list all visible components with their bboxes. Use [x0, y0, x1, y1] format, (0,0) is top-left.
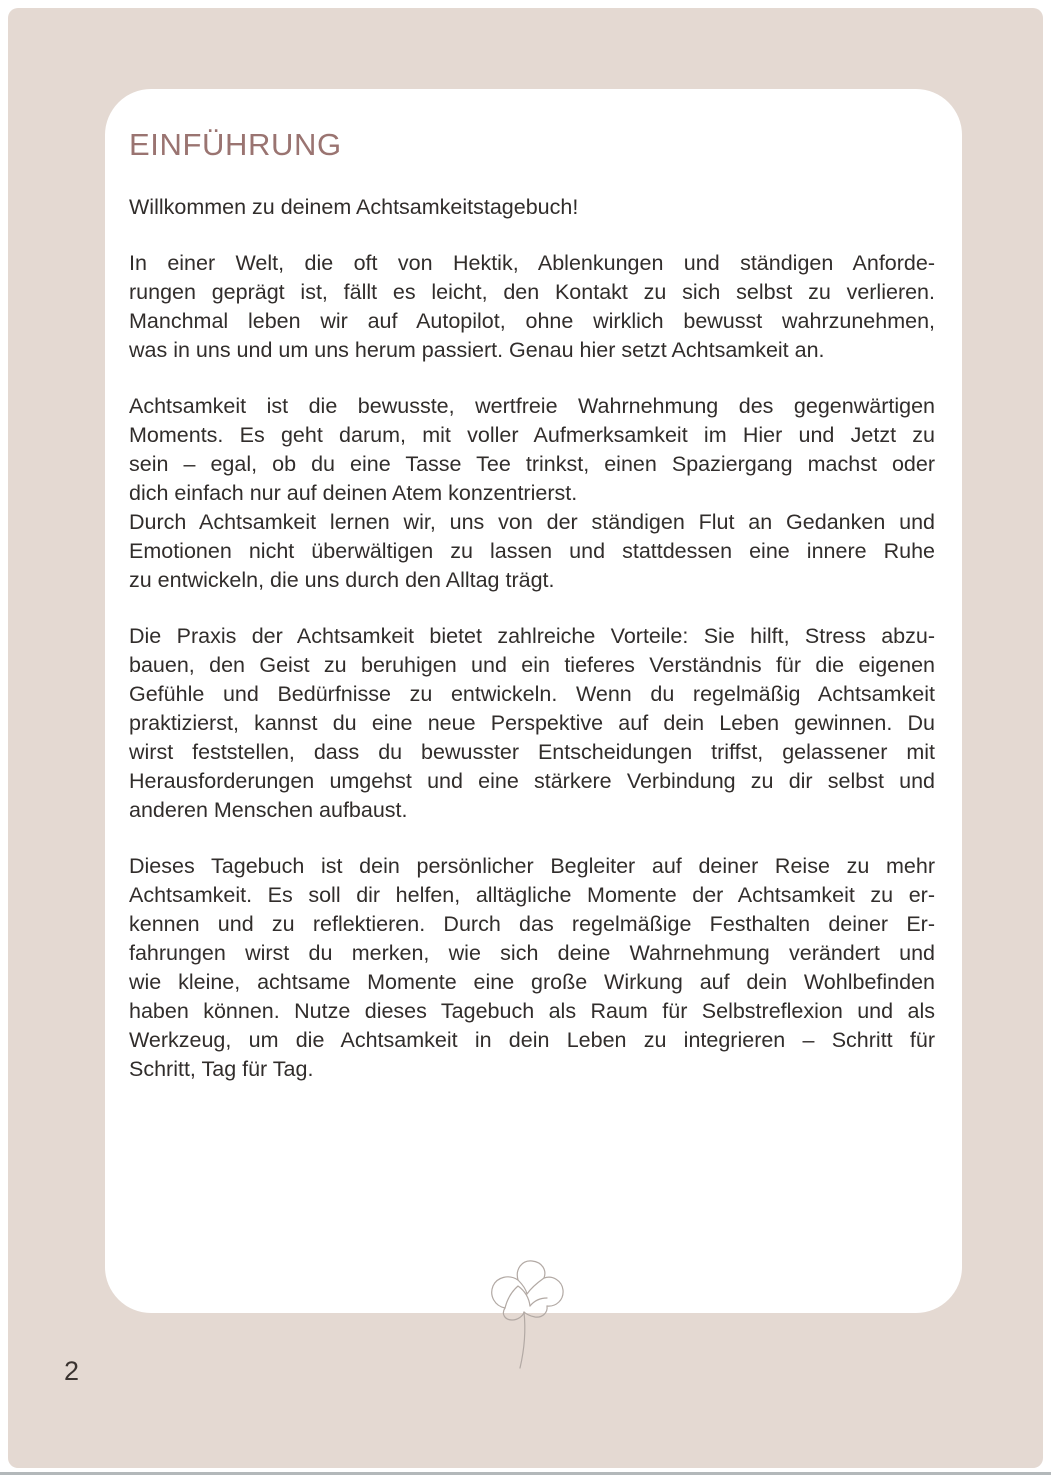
body-line: Die Praxis der Achtsamkeit bietet zahlreiche Vorteile: Sie hilft, Stress abzu- — [129, 624, 935, 648]
body-line: was in uns und um uns herum passiert. Genau hier setzt Achtsamkeit an. — [129, 338, 825, 362]
body-line: fahrungen wirst du merken, wie sich deine Wahrnehmung verändert und — [129, 941, 935, 965]
body-line: Moments. Es geht darum, mit voller Aufmerksamkeit im Hier und Jetzt zu — [129, 423, 935, 447]
body-line: sein – egal, ob du eine Tasse Tee trinkst, einen Spaziergang machst oder — [129, 452, 935, 476]
body-line: Manchmal leben wir auf Autopilot, ohne wirklich bewusst wahrzunehmen, — [129, 309, 935, 333]
body-line: Dieses Tagebuch ist dein persönlicher Begleiter auf deiner Reise zu mehr — [129, 854, 935, 878]
body-line: Werkzeug, um die Achtsamkeit in dein Leben zu integrieren – Schritt für — [129, 1028, 935, 1052]
poppy-flower-icon — [471, 1256, 577, 1372]
body-line: Durch Achtsamkeit lernen wir, uns von der ständigen Flut an Gedanken und — [129, 510, 935, 534]
body-line: wirst feststellen, dass du bewusster Entscheidungen triffst, gelassener mit — [129, 740, 935, 764]
body-line: Achtsamkeit. Es soll dir helfen, alltägliche Momente der Achtsamkeit zu er- — [129, 883, 935, 907]
paragraph-3 — [129, 622, 935, 825]
body-line: kennen und zu reflektieren. Durch das regelmäßige Festhalten deiner Er- — [129, 912, 935, 936]
page-number: 2 — [64, 1356, 80, 1386]
body-line: In einer Welt, die oft von Hektik, Ablenkungen und ständigen Anforde- — [129, 251, 935, 275]
body-line: haben können. Nutze dieses Tagebuch als Raum für Selbstreflexion und als — [129, 999, 935, 1023]
body-line: Achtsamkeit ist die bewusste, wertfreie Wahrnehmung des gegenwärtigen — [129, 394, 935, 418]
content-card — [105, 89, 962, 1313]
body-line: wie kleine, achtsame Momente eine große Wirkung auf dein Wohlbefinden — [129, 970, 935, 994]
body-line: Emotionen nicht überwältigen zu lassen und stattdessen eine innere Ruhe — [129, 539, 935, 563]
body-line: bauen, den Geist zu beruhigen und ein tieferes Verständnis für die eigenen — [129, 653, 935, 677]
paragraph-2 — [129, 392, 935, 595]
page-title: EINFÜHRUNG — [129, 127, 342, 162]
body-line: praktizierst, kannst du eine neue Perspektive auf dein Leben gewinnen. Du — [129, 711, 935, 735]
paragraph-4 — [129, 852, 935, 1084]
body-line: anderen Menschen aufbaust. — [129, 798, 408, 822]
body-line: rungen geprägt ist, fällt es leicht, den Kontakt zu sich selbst zu verlieren. — [129, 280, 935, 304]
body-line: Herausforderungen umgehst und eine stärkere Verbindung zu dir selbst und — [129, 769, 935, 793]
paragraph-1 — [129, 249, 935, 365]
body-line: dich einfach nur auf deinen Atem konzentrierst. — [129, 481, 578, 505]
body-line: zu entwickeln, die uns durch den Alltag trägt. — [129, 568, 555, 592]
body-line: Gefühle und Bedürfnisse zu entwickeln. Wenn du regelmäßig Achtsamkeit — [129, 682, 935, 706]
body-line: Schritt, Tag für Tag. — [129, 1057, 314, 1081]
welcome-line: Willkommen zu deinem Achtsamkeitstagebuch! — [129, 195, 579, 219]
